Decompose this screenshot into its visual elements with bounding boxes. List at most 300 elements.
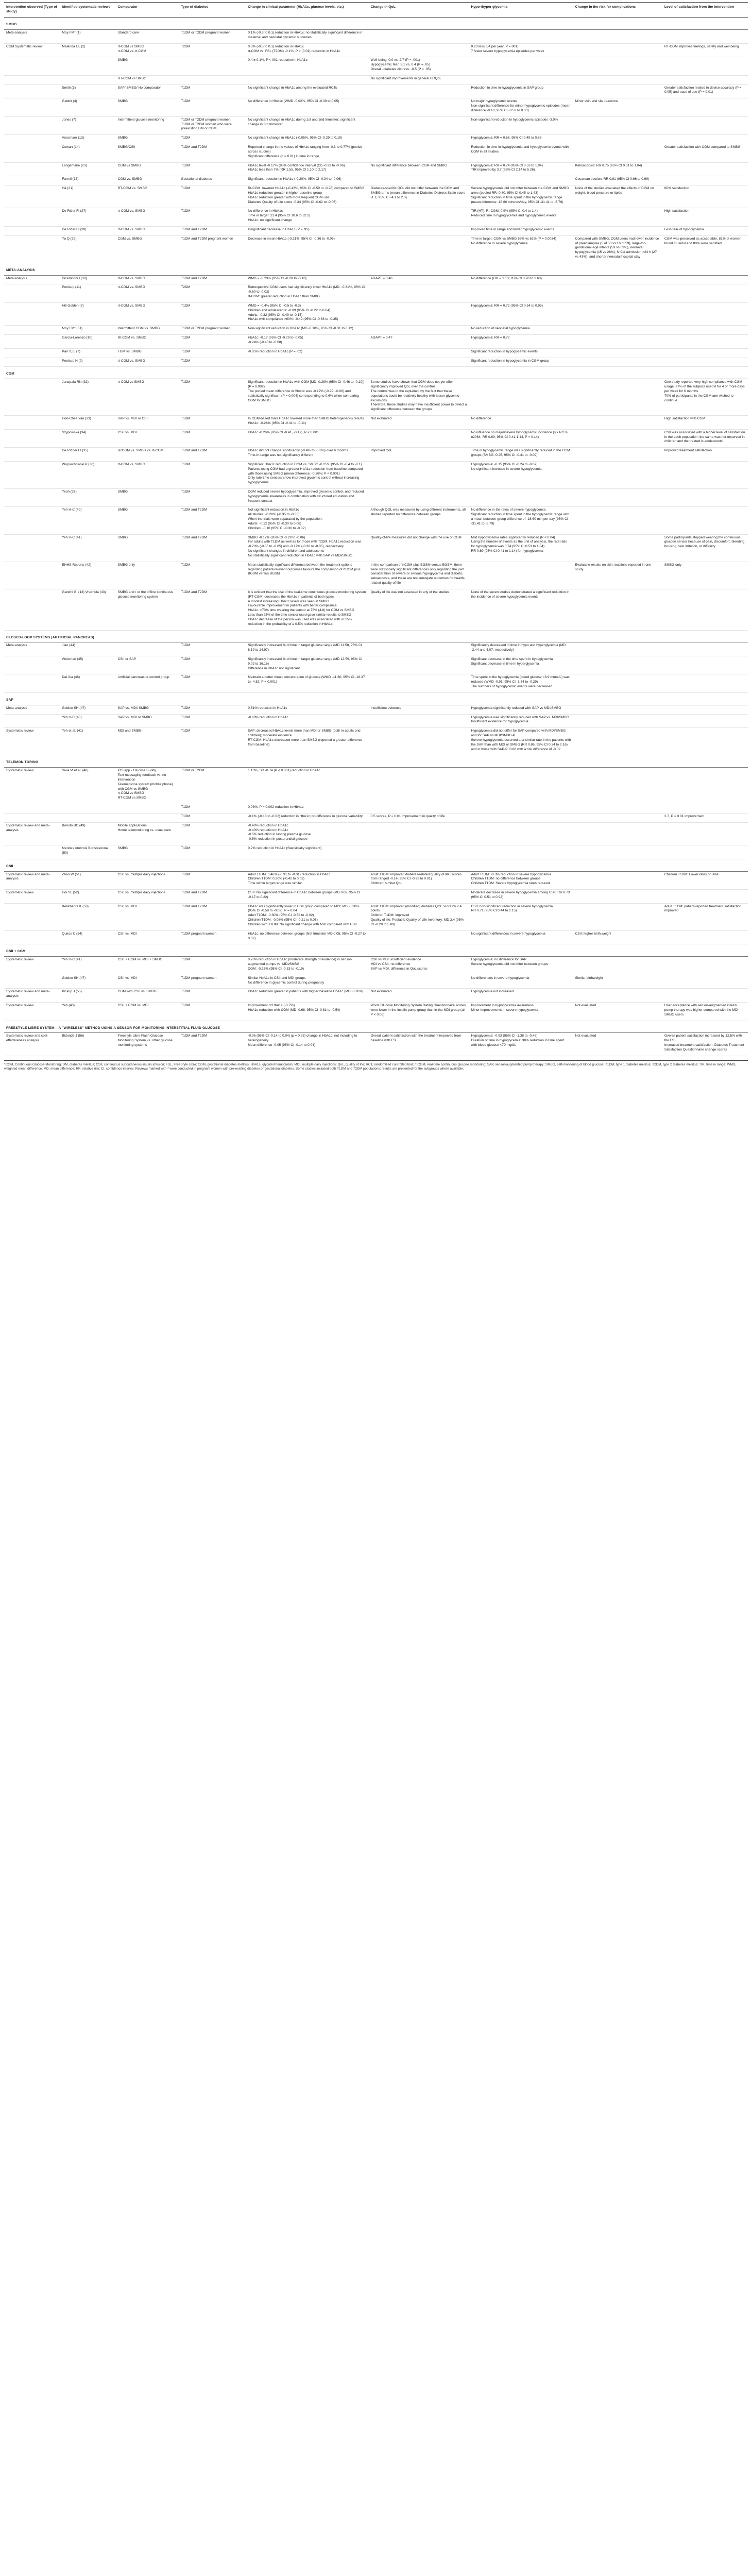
table-cell: T1DM and T2DM <box>179 903 246 930</box>
table-cell: Intermittent CGM vs. SMBG <box>116 326 179 335</box>
table-cell: Less fear of hypoglycemia <box>662 226 748 235</box>
table-cell: Systematic review and meta-analysis <box>4 871 60 889</box>
table-cell: Yu Q (29) <box>60 235 115 263</box>
table-cell <box>60 57 115 75</box>
table-cell: De Rider FI (27) <box>60 208 115 226</box>
table-cell: ADAPT = 0.47 <box>369 335 469 349</box>
table-cell <box>662 335 748 349</box>
table-cell: De Ridder FI (35) <box>60 448 115 462</box>
section-header-row <box>4 367 748 379</box>
table-cell <box>369 326 469 335</box>
table-row <box>4 989 748 1003</box>
table-cell: SMBG only <box>662 562 748 589</box>
table-cell: -0.05% reduction in HbA1c (P = .02) <box>246 348 368 358</box>
table-cell: HbA1c reduction greater in patients with higher baseline HbA1c (MD -0.26%) <box>246 989 368 1003</box>
table-cell: No reduction of neonatal hypoglycemia <box>469 326 573 335</box>
table-cell <box>573 461 662 488</box>
table-cell: Hypoglycemia was significantly reduced with SAP vs. MDI/SMBG Insufficient evidence for hypoglycemia <box>469 714 573 728</box>
table-cell: Systematic review <box>4 768 60 804</box>
table-cell: TIR (HT): Rt-CGM: 0.9% (95% CI 0.4 to 1.4) Reduced time in hypoglycemia and hypoglycemic events <box>469 208 573 226</box>
table-cell: rt-CGM vs SMBG <box>116 379 179 416</box>
table-cell <box>662 75 748 84</box>
table-cell: Significant reduction in HbA1c (-0.20%, 95% CI -0.34 to -0.06) <box>246 176 368 185</box>
table-cell: Adult T1DM: 0.46% (-0.91 to -0.01) reduction in HbA1c Children T1DM: 0.20% (-0.42 to 0.03) Time within target range was similar <box>246 871 368 889</box>
table-cell: Wojciechowski P (36) <box>60 461 115 488</box>
table-cell: Hypoglycemia: -0.15 (95% CI -0.24 to -0.07) No significant increase in severe hypoglycemia <box>469 461 573 488</box>
section-header-row <box>4 944 748 957</box>
table-cell: User acceptance with sensor-augmented insulin pump therapy was higher compared with the MDI SMBG users <box>662 1003 748 1021</box>
table-cell: Not evaluated <box>369 989 469 1003</box>
table-cell <box>573 57 662 75</box>
table-cell: Golden SH (47) <box>60 705 115 714</box>
table-cell <box>369 845 469 859</box>
table-cell: T1DM <box>179 379 246 416</box>
table-cell <box>4 903 60 930</box>
table-cell: Some participants stopped wearing the continuous glucose sensor because of pain, discomfort, bleeding, bruising, skin irritation, or difficulty <box>662 534 748 562</box>
table-cell: SMBG -0.17% (95% CI -0.29 to -0.06) For adults with T1DM as well as for those with T2DM, HbA1c reduction was -0.20% (-0.35 to -0.05) and -0.17% (-0.30 to -0.05), respectively No significant changes in children and adolescents No statistically significant reduction in HbA1c with SAP vs MDI/SMBG <box>246 534 368 562</box>
table-cell: T1DM <box>179 813 246 822</box>
table-cell <box>662 488 748 506</box>
table-cell: T1DM and T2DM <box>179 889 246 903</box>
table-cell <box>662 176 748 185</box>
table-cell: Yeh H-C (40) <box>60 714 115 728</box>
table-cell <box>573 416 662 430</box>
table-cell: Systematic review and meta-analysis <box>4 822 60 845</box>
table-cell: Some studies have shown that CGM does not yet offer significantly improved QoL over the control The control was to the explained by the fact that these populations could be relatively healthy with lesser glycemic excursions Therefore, these studies may have insufficient power to detect a significant difference between the groups <box>369 379 469 416</box>
table-cell <box>4 714 60 728</box>
table-cell: Hypoglycemia did not differ for SAP compared with MDI/SMBG and for SAP vs MDI/SMBG-P Severe hypoglycemia occurred at a similar rate in the patients with the SAP than with MDI or SMBG (RR 0.86, 95% CI 0.34 to 2.16) and in those with SAP-P: 0.88 with a risk difference of -0.02 <box>469 728 573 755</box>
section-header-row <box>4 18 748 30</box>
table-cell <box>573 871 662 889</box>
table-cell: Pan Y, Li (7) <box>60 348 115 358</box>
table-cell: In CGM-based trials HbA1c lowered more than SMBG heterogeneous results HbA1c: -0.26% (95% CI -0.41 to -0.11) <box>246 416 368 430</box>
table-cell <box>573 589 662 630</box>
table-cell: T1DM <box>179 714 246 728</box>
table-cell <box>4 930 60 944</box>
table-cell: rt-CGM vs. SMBG <box>116 275 179 284</box>
table-cell <box>469 57 573 75</box>
table-cell: Quiros C (54) <box>60 930 115 944</box>
table-cell <box>573 728 662 755</box>
table-row <box>4 348 748 358</box>
table-cell: Gestational diabetes <box>179 176 246 185</box>
table-cell: RT-CGM vs. SMBG <box>116 185 179 208</box>
table-cell <box>4 348 60 358</box>
table-cell: CSII vs. multiple daily injections <box>116 871 179 889</box>
table-cell: CGM Systematic review <box>4 43 60 57</box>
table-cell <box>573 804 662 814</box>
section-title: TELEMONITORING <box>4 755 748 768</box>
table-cell <box>4 656 60 674</box>
table-cell: Improved treatment satisfaction <box>662 448 748 462</box>
table-cell: SMBG only <box>116 562 179 589</box>
table-cell <box>4 461 60 488</box>
table-row <box>4 43 748 57</box>
table-cell: T1DM or T2DM pregnant women <box>179 326 246 335</box>
table-cell <box>573 275 662 284</box>
table-cell: -0.40% reduction in HbA1c -0.40% reduction in HbA1c -0.5% reduction in fasting plasma glucose -0.5% reduction in postprandial glucose <box>246 822 368 845</box>
table-cell <box>369 135 469 144</box>
section-title: CLOSED-LOOP SYSTEMS (ARTIFICIAL PANCREAS) <box>4 630 748 642</box>
table-cell: CSII + CGM vs. MDI + SMBG <box>116 957 179 975</box>
table-cell <box>4 208 60 226</box>
table-row <box>4 429 748 447</box>
table-cell <box>573 705 662 714</box>
table-cell <box>573 75 662 84</box>
table-cell: Improved QoL <box>369 448 469 462</box>
table-cell <box>4 335 60 349</box>
table-cell <box>369 84 469 98</box>
table-cell: SMBG <box>116 98 179 116</box>
table-cell: T1DM <box>179 185 246 208</box>
table-cell: SMBG/CSII <box>116 144 179 162</box>
table-cell: T1DM <box>179 957 246 975</box>
table-cell: T1DM <box>179 989 246 1003</box>
table-cell: CSII vs. multiple daily injections <box>116 889 179 903</box>
table-cell <box>662 358 748 367</box>
table-cell <box>662 162 748 176</box>
header-qol-change: Change in QoL <box>369 3 469 18</box>
table-cell: Retrospective CGM users had significantly lower HbA1c (MD: -0.31%, 95% CI -0.60 to -0.02) rt-CGM: greater reduction in HbA1c than SMBG <box>246 284 368 302</box>
table-cell <box>573 358 662 367</box>
table-cell <box>662 589 748 630</box>
table-cell: SMBG <box>116 57 179 75</box>
table-cell: Not evaluated <box>573 1033 662 1056</box>
table-cell <box>573 335 662 349</box>
table-row <box>4 488 748 506</box>
table-cell: Jones (7) <box>60 116 115 134</box>
table-cell <box>369 714 469 728</box>
table-cell <box>662 804 748 814</box>
table-cell: Mild hypoglycemia rates significantly reduced (P < 0.04) Using the number of events as the unit of analysis, the rate ratio for hypoglycemia was 0.74 (95% CI 0.53 to 1.04) RR 0.69 (95% CI 0.41 to 1.14) for hypoglycemia <box>469 534 573 562</box>
table-cell: Hypoglycemia significantly reduced with SAP vs MDI/SMBG <box>469 705 573 714</box>
table-cell <box>116 813 179 822</box>
table-cell: SAP vs. MDI or CSII <box>116 416 179 430</box>
table-cell: CGM vs. SMBG <box>116 176 179 185</box>
table-cell <box>573 845 662 859</box>
table-cell: CSII vs MDI: insufficient evidence MDI vs CSII, no difference SAP vs MDI: difference in QoL scores <box>369 957 469 975</box>
table-cell <box>573 84 662 98</box>
table-cell <box>662 674 748 692</box>
table-cell <box>369 656 469 674</box>
table-cell <box>369 728 469 755</box>
table-cell: SMBG <box>116 488 179 506</box>
table-row <box>4 656 748 674</box>
table-cell: Hypoglycemia: RR = 0.74 (95% CI 0.53 to 1.04) TIR improved by 3.7 (95% CI 2.14 to 5.26) <box>469 162 573 176</box>
table-cell <box>4 488 60 506</box>
table-cell: Hypoglycemia: RR = 0.72 (95% CI 0.54 to 0.95) <box>469 302 573 325</box>
table-row <box>4 957 748 975</box>
header-intervention: Intervention observed (Type of study) <box>4 3 60 18</box>
table-cell: Langemaire (23) <box>60 162 115 176</box>
table-cell: No difference in HbA1c Time in target: 21.4 (95% CI 10.6 to 32.2) HbA1c: no significant change <box>246 208 368 226</box>
evidence-table-document <box>0 0 752 1072</box>
table-cell <box>4 176 60 185</box>
table-cell <box>4 562 60 589</box>
table-cell: Hill Golden (8) <box>60 302 115 325</box>
table-cell <box>469 284 573 302</box>
table-cell <box>662 135 748 144</box>
table-cell: Systematic review and meta-analysis <box>4 989 60 1003</box>
table-cell: Moderate decrease in severe hypoglycemia among CSII: RR 0.73 (95% CI 0.51 to 0.92) <box>469 889 573 903</box>
table-cell <box>369 226 469 235</box>
table-cell: Significantly increased % of time in target glucose range (MD 12.59, 95% CI 9.02 to 16.16) Difference in HbA1c not significant <box>246 656 368 674</box>
section-header-row <box>4 630 748 642</box>
table-cell: No significant change in HbA1c (-0.05%, 95% CI -0.29 to 0.19) <box>246 135 368 144</box>
table-cell: Poolsup N (9) <box>60 358 115 367</box>
table-cell: Diabetes-specific QOL did not differ between the CGM and SMBG arms (mean difference in Diabetes Distress Scale score -1.1; 95% CI -4.1 to 2.0) <box>369 185 469 208</box>
table-cell <box>369 176 469 185</box>
table-cell <box>4 162 60 176</box>
table-cell: Time in hypoglycemic range was significantly reduced in the CGM groups (SMBG -0.25, 95% CI -0.41 to -0.09) <box>469 448 573 462</box>
table-row <box>4 57 748 75</box>
table-cell: iOS app - Glucose Buddy Text messaging feedback vs. no intervention Telemedicine system (mobile phone) with CGM vs SMBG rt-CGM vs SMBG RT-CGM vs SMBG <box>116 768 179 804</box>
table-cell: T1DM and T2DM <box>179 589 246 630</box>
table-cell: Benkhadra K (53) <box>60 903 115 930</box>
table-cell <box>573 448 662 462</box>
table-row <box>4 30 748 44</box>
table-cell: 0.3% (-0.5 to 0.1) reduction in HbA1c rt-CGM vs. FSL (T2DM) -0.1%, P = (0.01) reduction in HbA1c <box>246 43 368 57</box>
table-cell <box>369 235 469 263</box>
table-cell <box>4 235 60 263</box>
table-cell <box>573 642 662 656</box>
table-cell: CSII: No significant difference in HbA1c between groups (MD 0.02, 95% CI -0.17 to 0.22) <box>246 889 368 903</box>
table-cell: Improved time in range and fewer hypoglycemic events <box>469 226 573 235</box>
table-row <box>4 358 748 367</box>
table-cell <box>573 226 662 235</box>
table-cell: -0.68% reduction in HbA1c <box>246 714 368 728</box>
table-row <box>4 135 748 144</box>
table-cell: Children T1DM: Lower rates of DKA <box>662 871 748 889</box>
table-cell: -0.05 (95% CI -0.14 to 0.04) (p = 0.28) change in HbA1c; not including to heterogeneity Mean difference -0.05 (95% CI -0.14 to 0.04) <box>246 1033 368 1056</box>
table-cell <box>662 348 748 358</box>
table-row <box>4 235 748 263</box>
table-cell: Ketoacidosis: RR 0.75 (95% CI 0.31 to 1.84) <box>573 162 662 176</box>
table-cell: T1DM and T2DM pregnant women <box>179 235 246 263</box>
table-row <box>4 871 748 889</box>
table-cell: Greater satisfaction with CGM compared to SMBG <box>662 144 748 162</box>
table-cell: No significant change in HbA1c during 1st and 2nd trimester; significant change in 3rd trimester <box>246 116 368 134</box>
table-cell: Significant reduction in hypoglycemia in CGM group <box>469 358 573 367</box>
table-cell: T1DM and T2DM <box>179 507 246 534</box>
table-cell: T1DM or T2DM <box>179 768 246 804</box>
table-cell: T1DM <box>179 302 246 325</box>
table-cell <box>573 889 662 903</box>
table-cell <box>469 768 573 804</box>
table-cell: Severe hypoglycemia did not differ between the CGM and SMBG arms (pooled RR: 0.80, 95% CI 0.45 to 1.43) Significant reduction in time spent in the hypoglycemic range (mean difference -18.60 minutes/day, 95% CI -31.41 to -5.79) <box>469 185 573 208</box>
table-cell <box>369 930 469 944</box>
table-cell <box>573 379 662 416</box>
table-cell: rt-CGM vs SMBG rt-CGM vs. rt-CGM <box>116 43 179 57</box>
table-cell <box>60 804 115 814</box>
header-reviews: Identified systematic reviews <box>60 3 115 18</box>
table-cell <box>662 30 748 44</box>
table-cell <box>246 75 368 84</box>
table-cell: CSII + CGM vs. MDI <box>116 1003 179 1021</box>
section-header-row <box>4 755 748 768</box>
table-cell <box>4 135 60 144</box>
table-cell: Time spent in the hypoglycemia (blood glucose <3.9 mmol/L) was reduced (WMD -0.91, 95% CI -1.54 to -0.29) The numbers of hypoglycemic events were decreased <box>469 674 573 692</box>
table-cell: Yeh et al. (41) <box>60 728 115 755</box>
table-cell: T1DM or T2DM pregnant women <box>179 30 246 44</box>
table-row <box>4 75 748 84</box>
table-cell: WMD = -0.23% (95% CI -0.28 to -0.18) <box>246 275 368 284</box>
table-cell: rt-CGM vs. SMBG <box>116 302 179 325</box>
table-row <box>4 804 748 814</box>
table-cell <box>573 656 662 674</box>
table-cell: Hä (21) <box>60 185 115 208</box>
table-cell: Hypoglycemia: -0.93 (95% CI -1.38 to -0.48) Duration of time in hypoglycemia: 38% reduction in time spent with blood glucose <70 mg/dL <box>469 1033 573 1056</box>
table-cell <box>573 284 662 302</box>
table-cell: Well-being: 0.0 vs. 2.7 (P = .001) Hypoglycemic fear: 3.1 vs. 0.4 (P = .05) Overall -diabetes distress: -0.5 (P = .05) <box>369 57 469 75</box>
table-cell: T1DM and T2DM <box>179 144 246 162</box>
table-cell: T1DM <box>179 728 246 755</box>
table-cell: Poolsup (11) <box>60 284 115 302</box>
table-cell: Improvement of HbA1c (-0.7%) HbA1c reduction with CGM (MD -0.68, 95% CI -0.81 to -0.54) <box>246 1003 368 1021</box>
table-cell <box>573 116 662 134</box>
section-title: CSII <box>4 859 748 871</box>
table-cell: Yeh (40) <box>60 1003 115 1021</box>
table-cell: CSII or SAP <box>116 656 179 674</box>
table-header-row <box>4 3 748 18</box>
table-cell: Significantly decreased in time in hypo and hyperglycemia (MD -2.44 and 4.07, respectively) <box>469 642 573 656</box>
table-cell <box>573 903 662 930</box>
table-cell <box>573 144 662 162</box>
table-cell: Farrell (15) <box>60 176 115 185</box>
table-cell: CSII vs. MDI <box>116 903 179 930</box>
table-cell <box>369 208 469 226</box>
table-cell: 0.23 less (54 per year, P = 001) 7 fewer severe hypoglycemia episodes per week <box>469 43 573 57</box>
table-cell <box>662 507 748 534</box>
table-cell: Dai Xia (46) <box>60 674 115 692</box>
table-cell: Cesarean section: RR 0.81 (95% CI 0.66 to 0.99) <box>573 176 662 185</box>
table-cell: Significantly increased % of time in target glucose range (MD 11.58, 95% CI 8.19 to 14.97) <box>246 642 368 656</box>
table-cell: MDI and SMBG <box>116 728 179 755</box>
table-cell <box>369 429 469 447</box>
table-cell <box>4 358 60 367</box>
table-cell: SAP/ SMBG/ No comparator <box>116 84 179 98</box>
table-cell <box>573 957 662 975</box>
table-cell: Jiao (44) <box>60 642 115 656</box>
table-row <box>4 185 748 208</box>
table-cell <box>60 813 115 822</box>
table-cell: rt-CGM vs. SMBG <box>116 226 179 235</box>
table-cell: Hypoglycemia: RR = 0.66, 95% CI 0.49 to 0.88 <box>469 135 573 144</box>
table-cell: Yeh H-C (41) <box>60 957 115 975</box>
table-cell: In the comparison of rtCGM plus BGSM versus BGSM, there were statistically significant differences only regarding the joint consideration of severe or serious hypoglycemia and diabetic ketoacidosis, and these are not surrogate outcomes for health-related quality of life <box>369 562 469 589</box>
table-cell: No difference <box>469 416 573 430</box>
table-footnote: *CGM, Continuous Glucose Monitoring; DM, diabetes mellitus; CSII, continuous subcutaneous insulin infusion; FSL, FreeStyle Libre; GDM, gestational diabetes mellitus; HbA1c, glycated hemoglobin; MDI, multiple daily injections; QoL, quality of life; RCT, randomized controlled trial; rt-CGM, real-time continuous glucose monitoring; SAP, sensor-augmented pump therapy; SMBG, self-monitoring of blood glucose; T1DM, type 1 diabetes mellitus; T2DM, type 2 diabetes mellitus; TIR, time in range; WMD, weighted mean difference; MD, mean difference; RR, relative risk; CI, confidence interval. Reviews marked with * were conducted in pregnant women with pre-existing diabetes or gestational diabetes. Some studies included both T1DM and T2DM populations; results are presented for the subgroups where available. <box>4 1060 748 1072</box>
table-cell: Quality of life was not assessed in any of the studies <box>369 589 469 630</box>
table-row <box>4 448 748 462</box>
table-cell <box>662 714 748 728</box>
table-cell <box>662 889 748 903</box>
table-cell: Gandhi G, (13) Vrudhula (43) <box>60 589 115 630</box>
table-row <box>4 845 748 859</box>
table-cell <box>369 144 469 162</box>
table-cell <box>4 813 60 822</box>
table-cell <box>4 448 60 462</box>
table-cell: Bonoto BC (49) <box>60 822 115 845</box>
table-cell <box>369 461 469 488</box>
table-cell: Meta-analysis <box>4 642 60 656</box>
table-cell <box>573 674 662 692</box>
table-cell <box>662 845 748 859</box>
table-cell <box>573 768 662 804</box>
table-row <box>4 302 748 325</box>
table-cell: Freestyle Libre Flash Glucose Monitoring System vs. other glucose monitoring systems <box>116 1033 179 1056</box>
table-row <box>4 674 748 692</box>
section-title: CSII + CGM <box>4 944 748 957</box>
table-cell: Zhao W (51) <box>60 871 115 889</box>
table-cell <box>4 379 60 416</box>
section-header-row <box>4 263 748 275</box>
table-cell: Reduction in time in hypoglycemia in SAP group <box>469 84 573 98</box>
table-cell: Significant decrease in the time spent in hypoglycemia Significant decrease in time in hyperglycemia <box>469 656 573 674</box>
table-cell: CSII vs. MDI <box>116 930 179 944</box>
table-cell: T1DM <box>179 162 246 176</box>
table-cell: CSII vs. MDI <box>116 429 179 447</box>
table-cell <box>662 302 748 325</box>
table-cell <box>573 813 662 822</box>
table-cell: Significant reduction in hypoglycemic events <box>469 348 573 358</box>
table-cell <box>369 43 469 57</box>
table-row <box>4 562 748 589</box>
section-title: CGM <box>4 367 748 379</box>
table-cell <box>469 813 573 822</box>
table-cell: Hoi YL (52) <box>60 889 115 903</box>
table-cell <box>662 461 748 488</box>
table-cell <box>4 534 60 562</box>
table-cell: Meta-analysis <box>4 30 60 44</box>
table-cell: CSII vs. MDI <box>116 975 179 989</box>
table-row <box>4 889 748 903</box>
table-cell: Smith (3) <box>60 84 115 98</box>
table-cell: Yeoh (37) <box>60 488 115 506</box>
table-cell <box>469 562 573 589</box>
table-cell: No significant change in HbA1c among the evaluated RCTs <box>246 84 368 98</box>
table-cell: Overall patient satisfaction with the treatment improved from baseline with FSL <box>369 1033 469 1056</box>
table-cell <box>60 75 115 84</box>
table-cell <box>246 358 368 367</box>
table-row <box>4 335 748 349</box>
table-cell <box>662 642 748 656</box>
table-cell <box>469 379 573 416</box>
table-cell: HbA1c: -0.17 (95% CI -0.29 to -0.05) -0.24% (-0.40 to -0.08) <box>246 335 368 349</box>
table-cell: Similar birthweight <box>573 975 662 989</box>
table-cell: Systematic review <box>4 1003 60 1021</box>
table-cell <box>4 326 60 335</box>
table-cell: 0.2% reduction in HbA1c (Statistically significant) <box>246 845 368 859</box>
table-cell: Not significant reduction in HbA1c All studies: -0.20% (-0.35 to -0.05) When the trials were separated by the population: Adults: -0.12 (95% CI -0.30 to 0.06) Children: -0.16 (95% CI -0.30 to -0.02) <box>246 507 368 534</box>
table-cell <box>369 284 469 302</box>
table-cell: Standard care <box>116 30 179 44</box>
table-cell: Garcia-Lorenzo (10) <box>60 335 115 349</box>
table-cell: T1DM <box>179 461 246 488</box>
table-cell: T2DM <box>179 284 246 302</box>
table-cell <box>662 116 748 134</box>
table-row <box>4 1003 748 1021</box>
table-row <box>4 162 748 176</box>
table-cell: SMBG <box>116 534 179 562</box>
table-cell: CGM reduced severe hypoglycemia, improved glycemic control, and reduced hypoglycemia awareness in combination with structured education and frequent contact <box>246 488 368 506</box>
table-cell: Dicembrini I (30) <box>60 275 115 284</box>
table-cell <box>469 845 573 859</box>
table-cell: SMBG <box>116 507 179 534</box>
table-cell: Overall patient satisfaction increased by 12.5% with the FSL Increased treatment satisfaction: Diabetes Treatment Satisfaction Questionnaire change scores <box>662 1033 748 1056</box>
table-cell <box>573 326 662 335</box>
table-cell: Adult T1DM: -0.3% reduction in severe hypoglycemia Children T1DM: no difference between groups Children T1DM: Severe hypoglycemia rates reduced <box>469 871 573 889</box>
